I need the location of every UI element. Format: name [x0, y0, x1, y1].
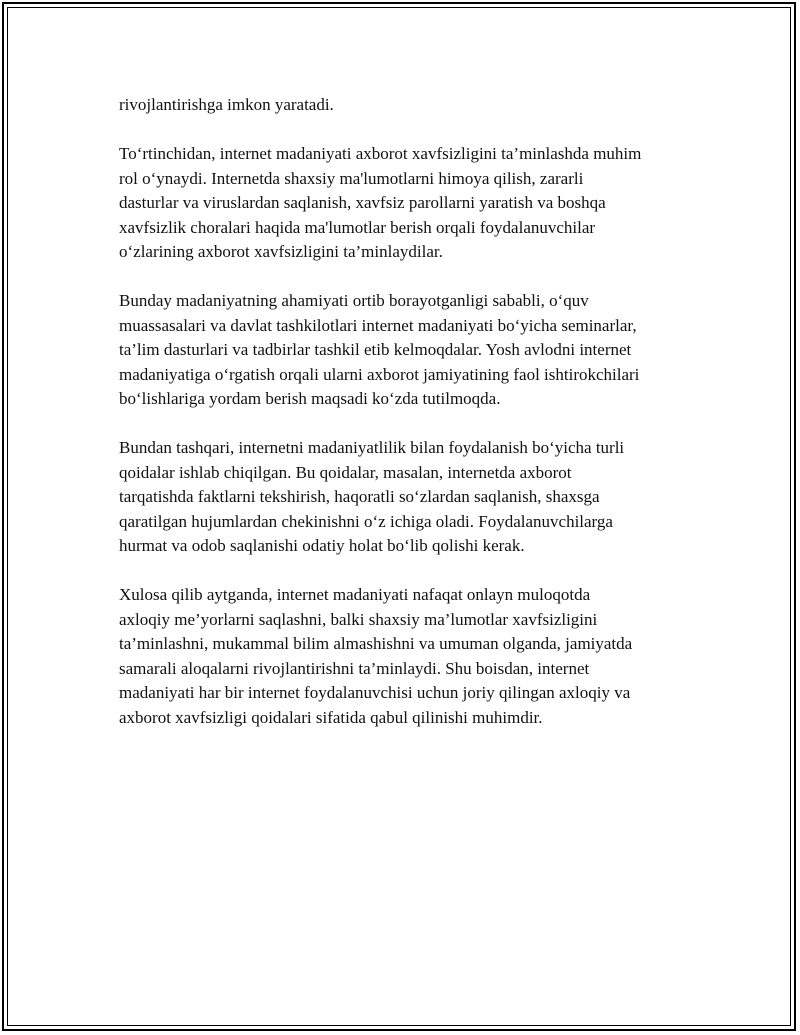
paragraph-information-security: To‘rtinchidan, internet madaniyati axborot xavfsizligini ta’minlashda muhim rol o‘ynaydi. Internetda shaxsiy ma'lumotlarni himoya qilish, zararli dasturlar va viruslardan saqlanish, xavfsiz parollarni yaratish va boshqa xavfsizlik choralari haqida ma'lumotlar berish orqali foydalanuvchilar o‘zlarining axborot xavfsizligini ta’minlaydilar.	[119, 144, 642, 261]
paragraph-usage-rules: Bundan tashqari, internetni madaniyatlilik bilan foydalanish bo‘yicha turli qoidalar ishlab chiqilgan. Bu qoidalar, masalan, internetda axborot tarqatishda faktlarni tekshirish, haqoratli so‘zlardan saqlanish, shaxsga qaratilgan hujumlardan chekinishni o‘z ichiga oladi. Foydalanuvchilarga hurmat va odob saqlanishi odatiy holat bo‘lib qolishi kerak.	[119, 438, 625, 555]
paragraph-continuation: rivojlantirishga imkon yaratadi.	[119, 95, 334, 114]
paragraph-education-initiatives: Bunday madaniyatning ahamiyati ortib borayotganligi sababli, o‘quv muassasalari va davlat tashkilotlari internet madaniyati bo‘yicha seminarlar, ta’lim dasturlari va tadbirlar tashkil etib kelmoqdalar. Yosh avlodni internet madaniyatiga o‘rgatish orqali ularni axborot jamiyatining faol ishtirokchilari bo‘lishlariga yordam berish maqsadi ko‘zda tutilmoqda.	[119, 291, 640, 408]
paragraph-conclusion: Xulosa qilib aytganda, internet madaniyati nafaqat onlayn muloqotda axloqiy me’yorlarni saqlashni, balki shaxsiy ma’lumotlar xavfsizligini ta’minlashni, mukammal bilim almashishni va umuman olganda, jamiyatda samarali aloqalarni rivojlantirishni ta’minlaydi. Shu boisdan, internet madaniyati har bir internet foydalanuvchisi uchun joriy qilingan axloqiy va axborot xavfsizligi qoidalari sifatida qabul qilinishi muhimdir.	[119, 585, 633, 727]
page-body	[119, 93, 699, 755]
